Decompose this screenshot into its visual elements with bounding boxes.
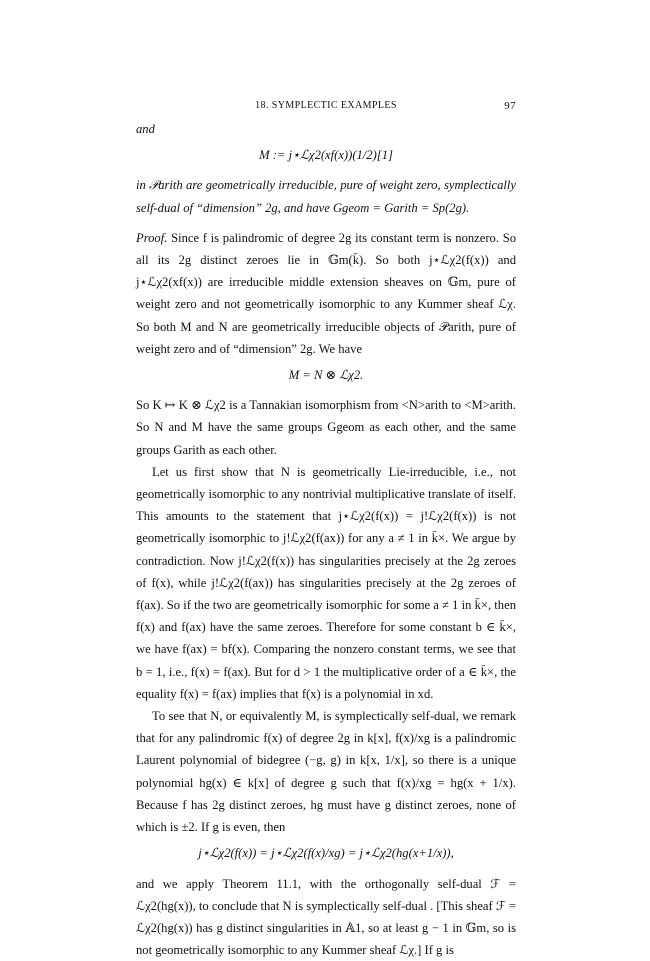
paragraph-lie-irreducible: Let us first show that N is geometrically Lie-irreducible, i.e., not geometrically isomorphic to any nontrivial multiplicative translate of itself. This amounts to the statement that j⋆ℒχ2(f(x)) = j!ℒχ2(f(x)) is not geometrically isomorphic to j!ℒχ2(f(ax)) for any a ≠ 1 in k̄×. We argue by contradiction. Now j!ℒχ2(f(x)) has singularities precisely at the 2g zeroes of f(x), while j!ℒχ2(f(ax)) has singularities precisely at the 2g zeroes of f(ax). So if the two are geometrically isomorphic for some a ≠ 1 in k̄×, then f(x) and f(ax) have the same zeroes. Therefore for some constant b ∈ k̄×, we have f(ax) = bf(x). Comparing the nonzero constant terms, we see that b = 1, i.e., f(x) = f(ax). But for d > 1 the multiplicative order of a ∈ k̄×, the equality f(x) = f(ax) implies that f(x) is a polynomial in xd.: [136, 461, 516, 705]
running-title: 18. SYMPLECTIC EXAMPLES: [136, 95, 516, 117]
proof-label: Proof.: [136, 231, 167, 245]
proof-paragraph-1: [136, 227, 516, 360]
proof-paragraph-1-text: Since f is palindromic of degree 2g its constant term is nonzero. So all its 2g distinct zeroes lie in 𝔾m(k̄). So both j⋆ℒχ2(f(x)) and j⋆ℒχ2(xf(x)) are irreducible middle extension sheaves on 𝔾m, pure of weight zero and not geometrically isomorphic to any Kummer sheaf ℒχ. So both M and N are geometrically irreducible objects of 𝒫arith, pure of weight zero and of “dimension” 2g. We have: [136, 231, 516, 356]
paragraph-tannakian: So K ↦ K ⊗ ℒχ2 is a Tannakian isomorphism from <N>arith to <M>arith. So N and M have the same groups Ggeom as each other, and the same groups Garith as each other.: [136, 394, 516, 461]
page-number: 97: [504, 95, 516, 117]
paragraph-and: and: [136, 118, 516, 140]
equation-M-definition: M := j⋆ℒχ2(xf(x))(1/2)[1]: [136, 144, 516, 166]
equation-j-star: j⋆ℒχ2(f(x)) = j⋆ℒχ2(f(x)/xg) = j⋆ℒχ2(hg(x+1/x)),: [136, 842, 516, 864]
theorem-tail: in 𝒫arith are geometrically irreducible, pure of weight zero, symplectically self-dual of “dimension” 2g, and have Ggeom = Garith = Sp(2g).: [136, 174, 516, 218]
equation-M-equals-N: M = N ⊗ ℒχ2.: [136, 364, 516, 386]
running-header: [136, 95, 516, 113]
paragraph-theorem-application: and we apply Theorem 11.1, with the orthogonally self-dual ℱ = ℒχ2(hg(x)), to conclude that N is symplectically self-dual . [This sheaf ℱ = ℒχ2(hg(x)) has g distinct singularities in 𝔸1, so at least g − 1 in 𝔾m, so is not geometrically isomorphic to any Kummer sheaf ℒχ.] If g is: [136, 873, 516, 961]
page-body: [136, 118, 516, 961]
paragraph-self-dual: To see that N, or equivalently M, is symplectically self-dual, we remark that for any palindromic f(x) of degree 2g in k[x], f(x)/xg is a palindromic Laurent polynomial of bidegree (−g, g) in k[x, 1/x], so there is a unique polynomial hg(x) ∈ k[x] of degree g such that f(x)/xg = hg(x + 1/x). Because f has 2g distinct zeroes, hg must have g distinct zeroes, none of which is ±2. If g is even, then: [136, 705, 516, 838]
